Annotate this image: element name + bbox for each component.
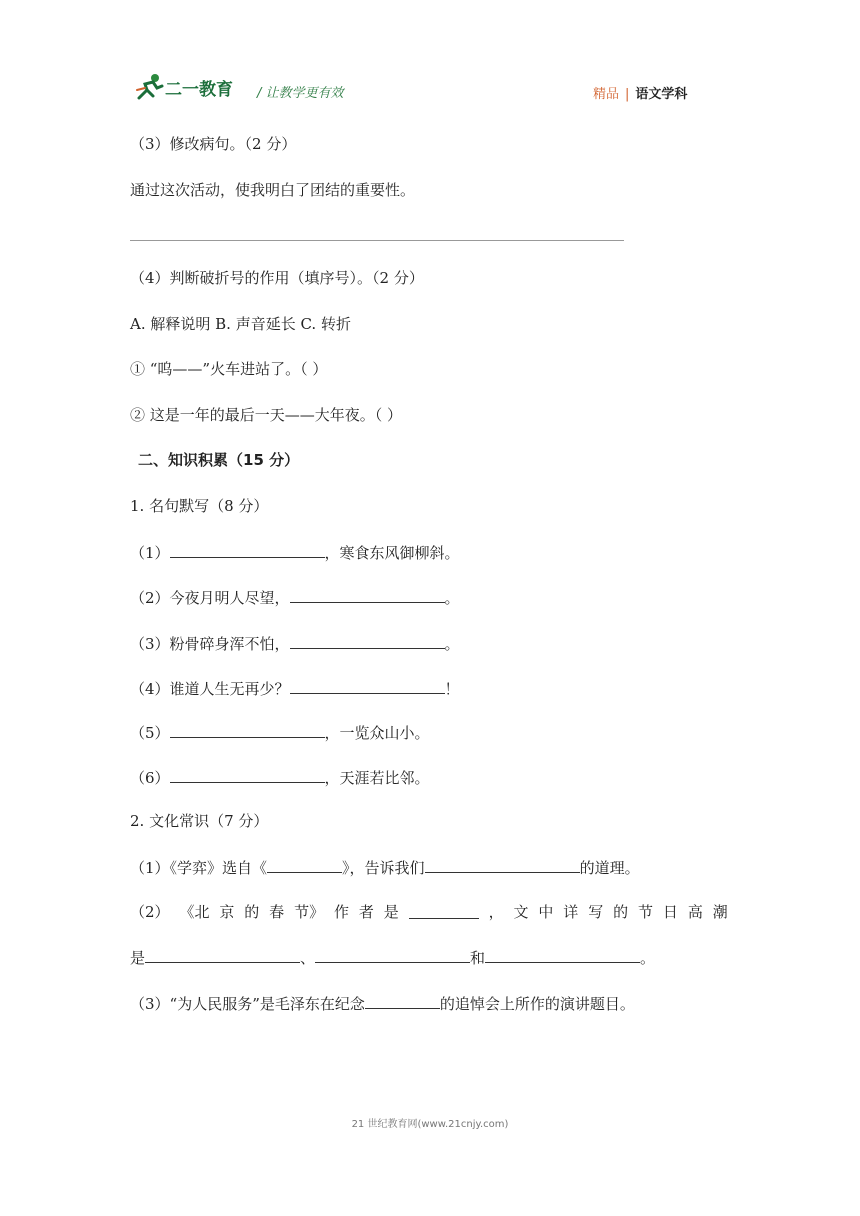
c2-char: 春 <box>269 903 285 921</box>
c2-text-c: 和 <box>470 949 486 967</box>
answer-blank[interactable] <box>365 992 440 1009</box>
footer: 21 世纪教育网(www.21cnjy.com) <box>351 1119 509 1130</box>
poem-num: （1） <box>130 544 170 562</box>
runner-logo-icon <box>135 72 165 102</box>
poem-num: （4）谁道人生无再少？ <box>130 680 290 698</box>
c2-char: 节》 <box>294 903 325 921</box>
subject-label: 语文学科 <box>635 87 688 102</box>
page-header <box>0 0 860 120</box>
quality-label: 精品 <box>593 87 620 102</box>
q4-options: A. 解释说明 B. 声音延长 C. 转折 <box>130 315 351 333</box>
poem-line-4 <box>130 677 460 699</box>
culture-q2-line1 <box>130 902 728 922</box>
poem-line-6 <box>130 766 430 788</box>
poem-text: ！ <box>444 680 460 698</box>
c2-char: 《北 <box>179 903 210 921</box>
header-separator: | <box>625 87 630 102</box>
answer-blank[interactable] <box>170 766 325 783</box>
answer-blank[interactable] <box>145 946 300 963</box>
poem-text: ，天涯若比邻。 <box>324 769 430 787</box>
answer-blank[interactable] <box>290 586 445 603</box>
poem-num: （2）今夜月明人尽望， <box>130 589 290 607</box>
culture-q1 <box>130 856 640 878</box>
c2-char: 写 <box>588 903 604 921</box>
q4-label: （4）判断破折号的作用（填序号）。（2 分） <box>130 269 424 287</box>
c2-char: 日 <box>662 903 678 921</box>
c2-char: 作 <box>333 903 349 921</box>
q2-label: 2. 文化常识（7 分） <box>130 812 269 830</box>
c2-text-a: 是 <box>130 949 146 967</box>
poem-line-3 <box>130 632 460 654</box>
c2-char: 高 <box>687 903 703 921</box>
c2-char: 详 <box>563 903 579 921</box>
c2-char: 中 <box>538 903 554 921</box>
c2-char: 者 <box>358 903 374 921</box>
c2-char: 的 <box>613 903 629 921</box>
poem-num: （3）粉骨碎身浑不怕， <box>130 635 290 653</box>
poem-num: （5） <box>130 724 170 742</box>
q3-label: （3）修改病句。（2 分） <box>130 135 297 153</box>
c2-char: 潮 <box>712 903 728 921</box>
c3-text-b: 的追悼会上所作的演讲题目。 <box>439 995 635 1013</box>
poem-text: 。 <box>444 589 460 607</box>
q3-sentence: 通过这次活动，使我明白了团结的重要性。 <box>130 181 416 199</box>
c2-char: 的 <box>244 903 260 921</box>
poem-line-1 <box>130 541 460 563</box>
c2-char: 是 <box>383 903 399 921</box>
answer-blank[interactable] <box>170 721 325 738</box>
poem-text: ，寒食东风御柳斜。 <box>324 544 460 562</box>
section-2-heading: 二、知识积累（15 分） <box>138 451 300 469</box>
c1-text-b: 》，告诉我们 <box>342 859 425 877</box>
logo-text: 二一教育 <box>165 80 233 100</box>
q1-label: 1. 名句默写（8 分） <box>130 497 269 515</box>
logo <box>135 72 255 104</box>
poem-text: 。 <box>444 635 460 653</box>
c2-char: 京 <box>219 903 235 921</box>
c1-text-a: （1）《学弈》选自《 <box>130 859 268 877</box>
q4-item-2: ② 这是一年的最后一天——大年夜。（ ） <box>130 406 403 424</box>
c2-char: （2） <box>130 903 170 921</box>
poem-num: （6） <box>130 769 170 787</box>
poem-line-5 <box>130 721 430 743</box>
c1-text-c: 的道理。 <box>579 859 640 877</box>
answer-blank[interactable] <box>170 541 325 558</box>
answer-blank[interactable] <box>290 632 445 649</box>
slogan: / 让教学更有效 <box>257 86 344 101</box>
c2-char: 文 <box>513 903 529 921</box>
answer-blank[interactable] <box>485 946 640 963</box>
header-right <box>593 83 687 102</box>
c3-text-a: （3）“为人民服务”是毛泽东在纪念 <box>130 995 365 1013</box>
culture-q2-line2 <box>130 946 655 968</box>
answer-blank[interactable] <box>409 902 479 919</box>
answer-blank[interactable] <box>425 856 580 873</box>
q4-item-1: ① “呜——”火车进站了。（ ） <box>130 360 328 378</box>
culture-q3 <box>130 992 635 1014</box>
c2-char: 节 <box>638 903 654 921</box>
c2-char: ， <box>488 903 504 921</box>
answer-blank[interactable] <box>267 856 342 873</box>
poem-text: ，一览众山小。 <box>324 724 430 742</box>
q3-answer-line[interactable] <box>130 240 624 241</box>
poem-line-2 <box>130 586 460 608</box>
answer-blank[interactable] <box>290 677 445 694</box>
answer-blank[interactable] <box>315 946 470 963</box>
c2-text-b: 、 <box>300 949 316 967</box>
c2-text-d: 。 <box>640 949 656 967</box>
